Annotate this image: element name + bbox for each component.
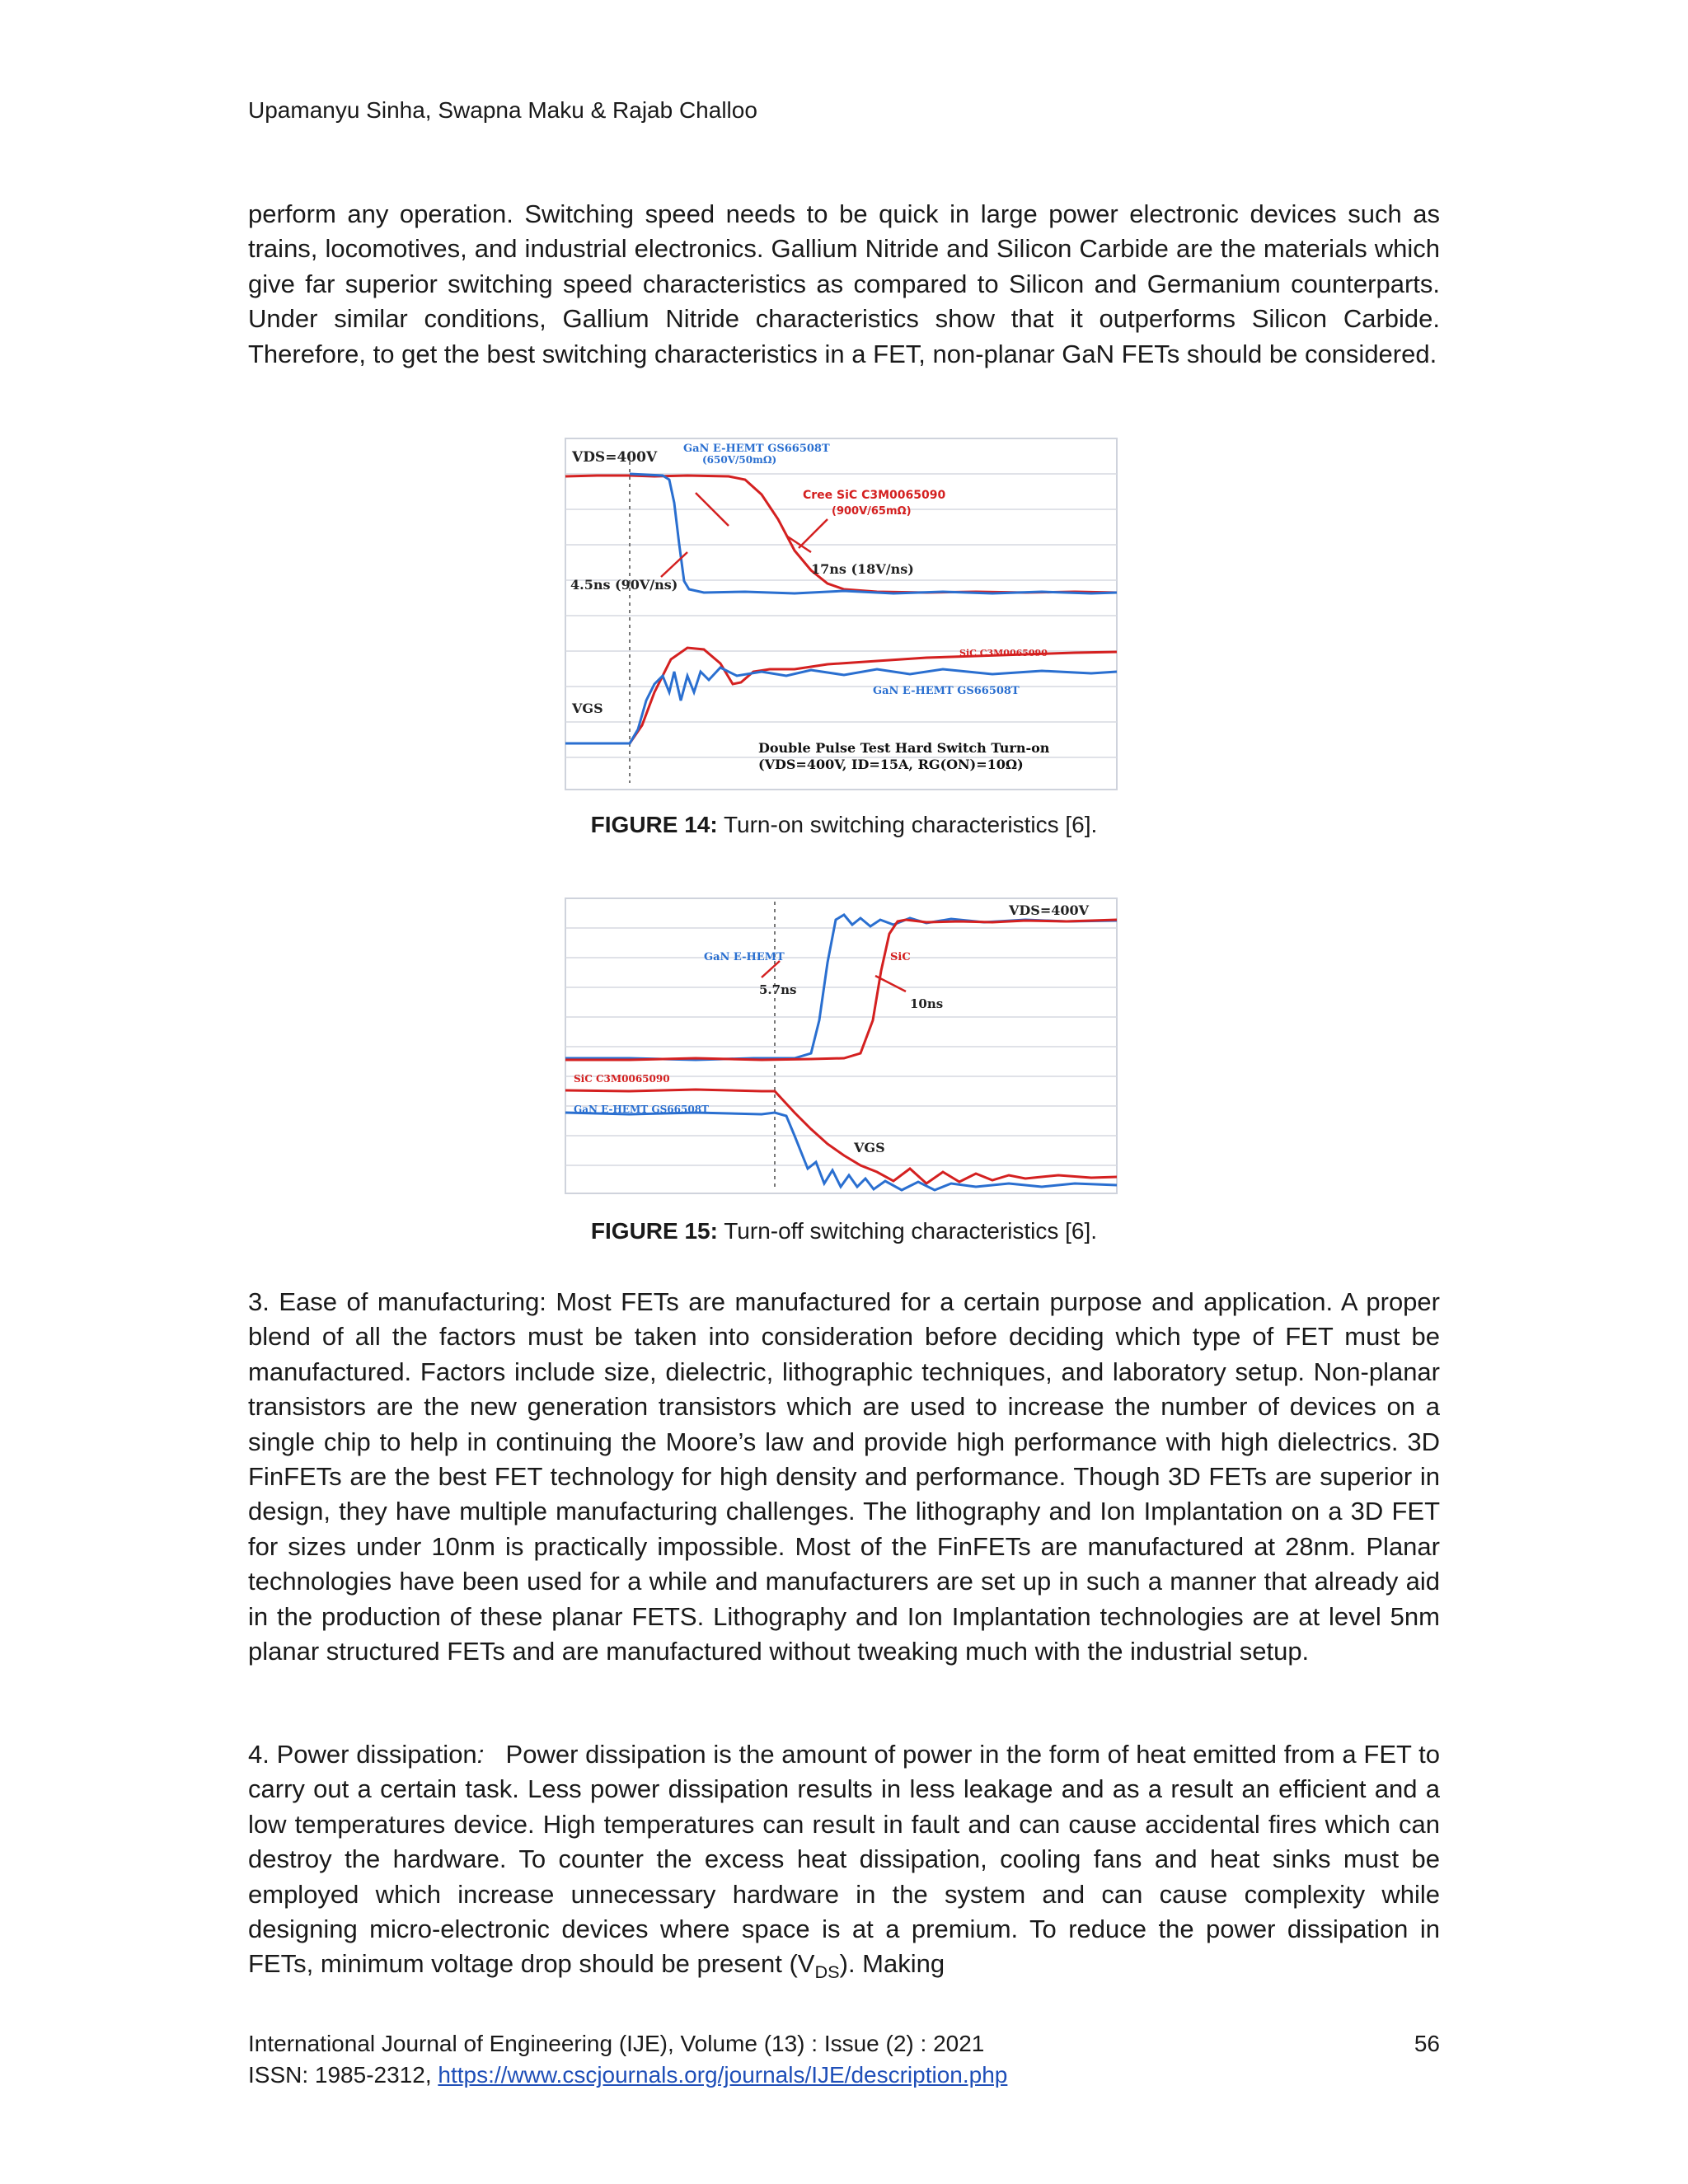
fig14-test-title: Double Pulse Test Hard Switch Turn-on — [758, 740, 1050, 756]
power-dissipation-text: Power dissipation is the amount of power in the form of heat emitted from a FET to carry out a certain task. Less power dissipation results in less leakage and as a result an efficient and a low temperatures device. High temperatures can result in fault and can cause accidental fires which can destroy the hardware. To counter the excess heat dissipation, cooling fans and heat sinks must be employed which increase unnecessary hardware in the system and can cause complexity while designing micro-electronic devices where space is at a premium. To reduce the power dissipation in FETs, minimum voltage drop should be present (V — [248, 1740, 1440, 1979]
intro-paragraph: perform any operation. Switching speed needs to be quick in large power electronic devices such as trains, locomotives, and industrial electronics. Gallium Nitride and Silicon Carbide are the materials which give far superior switching speed characteristics as compared to Silicon and Germanium counterparts. Under similar conditions, Gallium Nitride characteristics show that it outperforms Silicon Carbide. Therefore, to get the best switching characteristics in a FET, non-planar GaN FETs should be considered. — [248, 199, 1440, 368]
journal-link[interactable]: https://www.cscjournals.org/journals/IJE/description.php — [438, 2062, 1008, 2088]
fig15-sic-label: SiC — [890, 951, 911, 963]
fig15-gan-label: GaN E-HEMT — [704, 951, 785, 963]
figure-14-caption-text: Turn-on switching characteristics [6]. — [723, 812, 1098, 837]
fig15-gan-time: 5.7ns — [759, 982, 797, 997]
fig14-sic-device: Cree SiC C3M0065090 — [803, 489, 946, 502]
figure-15-plot — [564, 897, 1118, 1195]
figure-15-label: FIGURE 15: — [590, 1218, 718, 1244]
fig14-gan-legend: GaN E-HEMT GS66508T — [873, 685, 1020, 697]
footer-journal: International Journal of Engineering (IJE), Volume (13) : Issue (2) : 2021 — [248, 2031, 985, 2056]
footer — [248, 2028, 1440, 2091]
footer-issn: ISSN: 1985-2312, — [248, 2062, 438, 2088]
paragraph-ease-of-manufacturing: 3. Ease of manufacturing: Most FETs are manufactured for a certain purpose and application. A proper blend of all the factors must be taken into consideration before deciding which type of FET must be manufactured. Factors include size, dielectric, lithographic techniques, and laboratory setup. Non-planar transistors are the new generation transistors which are used to increase the number of devices on a single chip to help in continuing the Moore’s law and provide high performance with high dielectrics. 3D FinFETs are the best FET technology for high density and performance. Though 3D FETs are superior in design, they have multiple manufacturing challenges. The lithography and Ion Implantation on a 3D FET for sizes under 10nm is practically impossible. Most of the FinFETs are manufactured at 28nm. Planar technologies have been used for a while and manufacturers are set up in such a manner that already aid in the production of these planar FETS. Lithography and Ion Implantation technologies are at level 5nm planar structured FETs and are manufactured without tweaking much with the industrial setup. — [248, 1287, 1440, 1666]
power-dissipation-colon: : — [476, 1740, 485, 1769]
figure-14 — [564, 437, 1118, 791]
figure-15-caption — [0, 1218, 1688, 1244]
fig14-vgs-label: VGS — [572, 701, 603, 716]
fig14-sic-legend: SiC C3M0065090 — [959, 648, 1048, 658]
fig14-sic-rating: (900V/65mΩ) — [832, 505, 912, 518]
footer-issn-line — [248, 2060, 1440, 2091]
fig15-gan-legend: GaN E-HEMT GS66508T — [574, 1104, 709, 1115]
running-header-authors: Upamanyu Sinha, Swapna Maku & Rajab Challoo — [248, 97, 757, 123]
figure-14-label: FIGURE 14: — [590, 812, 718, 837]
fig15-sic-time: 10ns — [910, 996, 944, 1011]
fig14-sic-time: 17ns (18V/ns) — [811, 561, 914, 577]
vds-subscript: DS — [814, 1961, 840, 1983]
fig14-gan-device: GaN E-HEMT GS66508T — [683, 443, 830, 455]
paragraph-power-dissipation — [248, 1737, 1440, 1990]
figure-14-plot — [564, 437, 1118, 791]
page-number: 56 — [1414, 2031, 1440, 2056]
fig15-sic-legend: SiC C3M0065090 — [574, 1073, 670, 1085]
figure-15 — [564, 897, 1118, 1195]
power-dissipation-title: 4. Power dissipation — [248, 1740, 477, 1769]
power-dissipation-tail: ). Making — [839, 1949, 945, 1979]
fig14-gan-rating: (650V/50mΩ) — [702, 454, 777, 466]
fig15-vgs-label: VGS — [854, 1140, 885, 1155]
figure-14-caption — [0, 812, 1688, 838]
figure-15-caption-text: Turn-off switching characteristics [6]. — [724, 1218, 1098, 1244]
fig14-gan-time: 4.5ns (90V/ns) — [570, 577, 678, 593]
fig15-vds-label: VDS=400V — [1009, 902, 1090, 918]
fig14-test-conditions: (VDS=400V, ID=15A, RG(ON)=10Ω) — [758, 757, 1024, 772]
fig14-vds-label: VDS=400V — [572, 449, 658, 466]
